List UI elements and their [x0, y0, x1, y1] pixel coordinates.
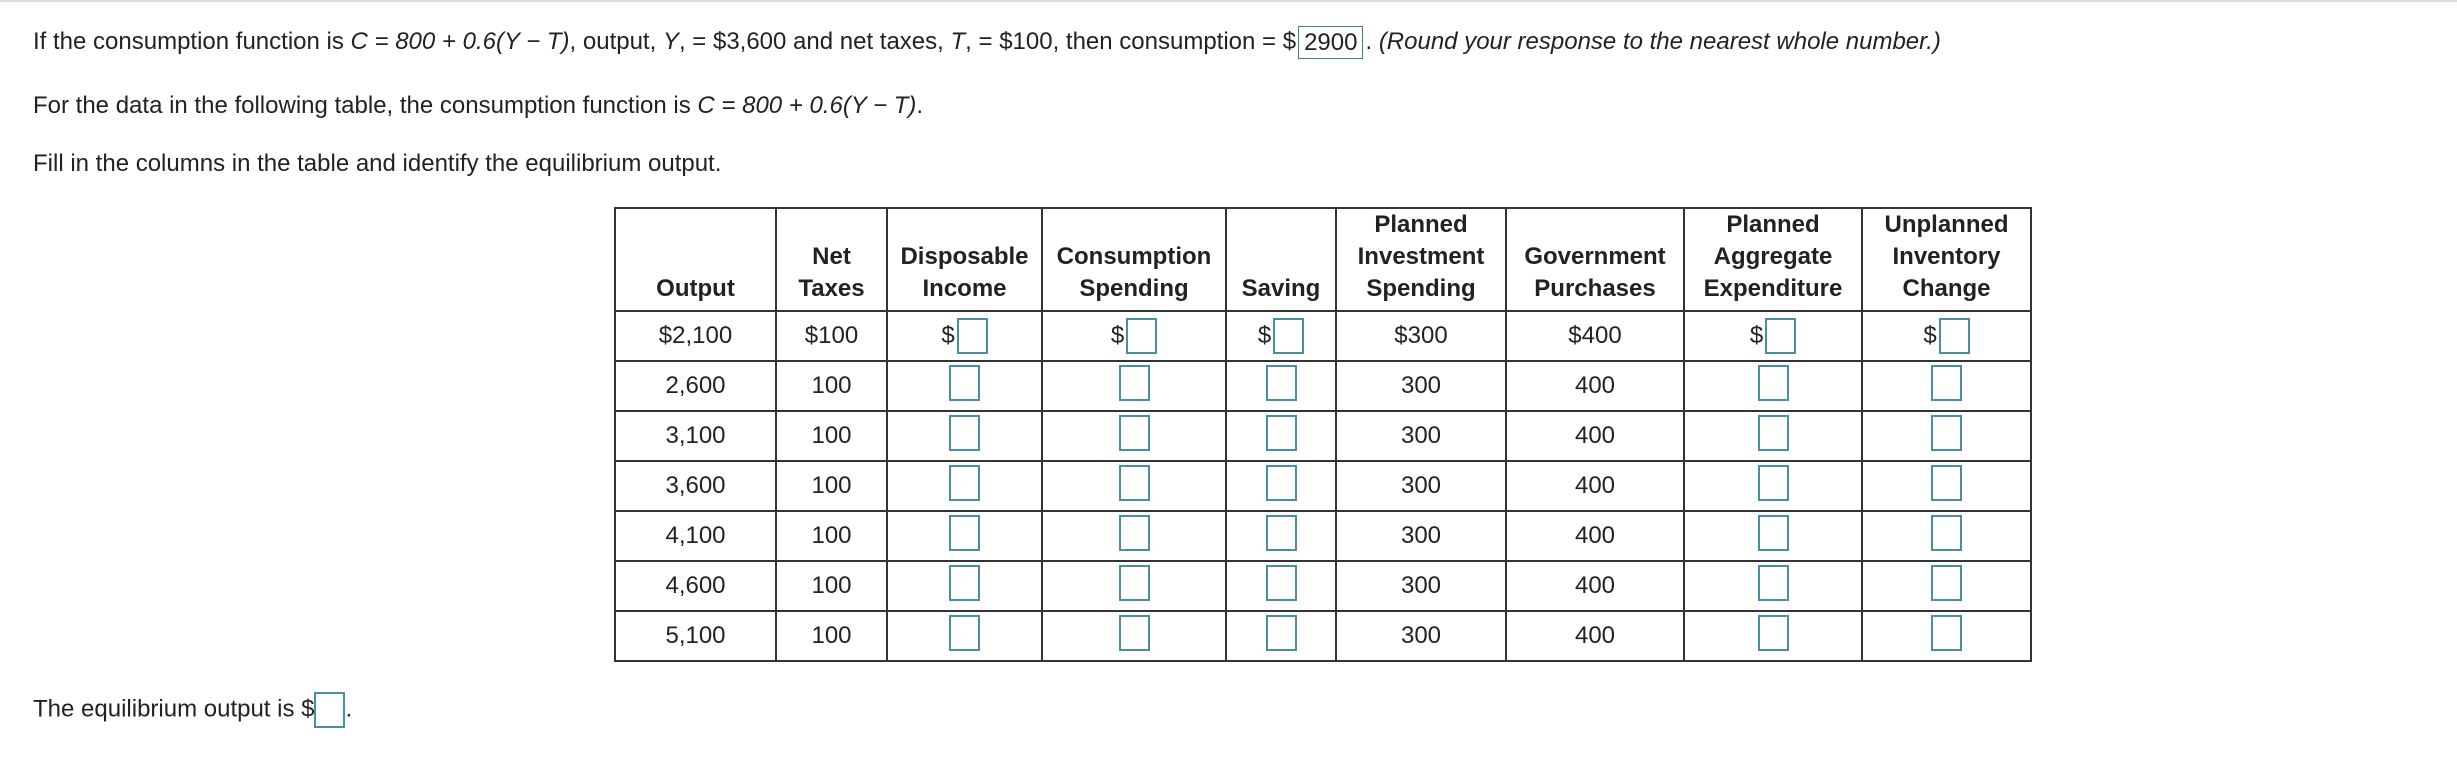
q2-text: .	[916, 92, 924, 119]
cell-output: 4,600	[615, 561, 776, 611]
header-consumption-spending: Consumption Spending	[1042, 208, 1226, 311]
disposable-income-cell	[887, 361, 1042, 411]
unplanned-inventory-change-cell	[1862, 561, 2031, 611]
q1-text: , output,	[569, 27, 663, 55]
cell-government-purchases: 400	[1506, 361, 1684, 411]
header-output: Output	[615, 208, 776, 311]
disposable-income-input[interactable]	[949, 615, 980, 651]
consumption-spending-input[interactable]	[1119, 615, 1150, 651]
planned-aggregate-expenditure-input[interactable]	[1765, 318, 1796, 354]
consumption-spending-input[interactable]	[1119, 515, 1150, 551]
disposable-income-input[interactable]	[949, 565, 980, 601]
top-divider	[0, 0, 2457, 2]
disposable-income-input[interactable]	[957, 318, 988, 354]
saving-cell	[1226, 561, 1336, 611]
disposable-income-cell	[887, 311, 1042, 361]
planned-aggregate-expenditure-input[interactable]	[1758, 465, 1789, 501]
planned-aggregate-expenditure-cell	[1684, 461, 1862, 511]
cell-government-purchases: 400	[1506, 461, 1684, 511]
currency-symbol: $	[1749, 322, 1764, 349]
cell-planned-investment: 300	[1336, 461, 1506, 511]
cell-government-purchases: 400	[1506, 511, 1684, 561]
disposable-income-cell	[887, 461, 1042, 511]
cell-net-taxes: 100	[776, 411, 887, 461]
header-government-purchases: Government Purchases	[1506, 208, 1684, 311]
q2-prefix: For the data in the following table, the consumption function is	[33, 92, 698, 119]
unplanned-inventory-change-input[interactable]	[1931, 565, 1962, 601]
saving-input[interactable]	[1266, 365, 1297, 401]
currency-symbol: $	[1110, 322, 1125, 349]
cell-net-taxes: $100	[776, 311, 887, 361]
cell-planned-investment: 300	[1336, 361, 1506, 411]
header-net-taxes: Net Taxes	[776, 208, 887, 311]
unplanned-inventory-change-cell	[1862, 311, 2031, 361]
table-row	[615, 311, 2031, 361]
planned-aggregate-expenditure-cell	[1684, 311, 1862, 361]
unplanned-inventory-change-input[interactable]	[1939, 318, 1970, 354]
equilibrium-question	[33, 692, 352, 728]
cell-net-taxes: 100	[776, 561, 887, 611]
header-disposable-income: Disposable Income	[887, 208, 1042, 311]
cell-net-taxes: 100	[776, 461, 887, 511]
table-row	[615, 411, 2031, 461]
unplanned-inventory-change-cell	[1862, 511, 2031, 561]
header-unplanned-inventory-change: Unplanned Inventory Change	[1862, 208, 2031, 311]
unplanned-inventory-change-input[interactable]	[1931, 365, 1962, 401]
unplanned-inventory-change-input[interactable]	[1931, 615, 1962, 651]
cell-planned-investment: 300	[1336, 611, 1506, 661]
cell-government-purchases: 400	[1506, 411, 1684, 461]
saving-cell	[1226, 511, 1336, 561]
consumption-spending-cell	[1042, 561, 1226, 611]
consumption-spending-cell	[1042, 511, 1226, 561]
unplanned-inventory-change-cell	[1862, 361, 2031, 411]
unplanned-inventory-change-cell	[1862, 461, 2031, 511]
planned-aggregate-expenditure-input[interactable]	[1758, 565, 1789, 601]
cell-planned-investment: 300	[1336, 561, 1506, 611]
table-row	[615, 611, 2031, 661]
cell-output: $2,100	[615, 311, 776, 361]
consumption-spending-cell	[1042, 611, 1226, 661]
planned-aggregate-expenditure-input[interactable]	[1758, 515, 1789, 551]
disposable-income-cell	[887, 511, 1042, 561]
planned-aggregate-expenditure-cell	[1684, 411, 1862, 461]
cell-output: 4,100	[615, 511, 776, 561]
unplanned-inventory-change-cell	[1862, 411, 2031, 461]
saving-input[interactable]	[1266, 615, 1297, 651]
cell-output: 2,600	[615, 361, 776, 411]
q1-text: , = $100, then consumption = $	[965, 27, 1297, 55]
cell-output: 5,100	[615, 611, 776, 661]
table-row	[615, 511, 2031, 561]
disposable-income-cell	[887, 411, 1042, 461]
table-row	[615, 461, 2031, 511]
consumption-spending-input[interactable]	[1119, 365, 1150, 401]
question-consumption	[33, 26, 1941, 59]
q1-var-y: Y	[662, 27, 679, 55]
consumption-spending-input[interactable]	[1119, 415, 1150, 451]
unplanned-inventory-change-cell	[1862, 611, 2031, 661]
planned-aggregate-expenditure-input[interactable]	[1758, 365, 1789, 401]
q1-prefix: If the consumption function is	[33, 27, 351, 55]
table-header-row	[615, 208, 2031, 311]
consumption-spending-input[interactable]	[1126, 318, 1157, 354]
cell-net-taxes: 100	[776, 611, 887, 661]
planned-aggregate-expenditure-cell	[1684, 611, 1862, 661]
table-row	[615, 361, 2031, 411]
q1-var-t: T	[950, 27, 966, 55]
disposable-income-cell	[887, 561, 1042, 611]
saving-cell	[1226, 411, 1336, 461]
planned-aggregate-expenditure-input[interactable]	[1758, 415, 1789, 451]
header-planned-aggregate-expenditure: Planned Aggregate Expenditure	[1684, 208, 1862, 311]
q2-function: C = 800 + 0.6(Y − T)	[697, 92, 917, 119]
planned-aggregate-expenditure-input[interactable]	[1758, 615, 1789, 651]
planned-aggregate-expenditure-cell	[1684, 511, 1862, 561]
header-planned-investment: Planned Investment Spending	[1336, 208, 1506, 311]
saving-cell	[1226, 611, 1336, 661]
planned-aggregate-expenditure-cell	[1684, 361, 1862, 411]
q1-text: , = $3,600 and net taxes,	[678, 27, 951, 55]
equilibrium-table	[614, 207, 2032, 662]
saving-cell	[1226, 461, 1336, 511]
disposable-income-input[interactable]	[949, 415, 980, 451]
cell-planned-investment: 300	[1336, 411, 1506, 461]
cell-output: 3,600	[615, 461, 776, 511]
saving-cell	[1226, 361, 1336, 411]
cell-planned-investment: 300	[1336, 511, 1506, 561]
saving-cell	[1226, 311, 1336, 361]
consumption-answer-field[interactable]: 2900	[1298, 26, 1363, 59]
currency-symbol: $	[941, 322, 955, 349]
cell-net-taxes: 100	[776, 361, 887, 411]
consumption-spending-cell	[1042, 411, 1226, 461]
saving-input[interactable]	[1273, 318, 1304, 354]
table-row	[615, 561, 2031, 611]
q4-prefix: The equilibrium output is $	[33, 695, 315, 723]
saving-input[interactable]	[1266, 565, 1297, 601]
q1-function: C = 800 + 0.6(Y − T)	[350, 27, 570, 55]
disposable-income-input[interactable]	[949, 465, 980, 501]
consumption-spending-cell	[1042, 461, 1226, 511]
disposable-income-input[interactable]	[949, 365, 980, 401]
saving-input[interactable]	[1266, 415, 1297, 451]
saving-input[interactable]	[1266, 515, 1297, 551]
question-table-intro	[33, 92, 923, 120]
q4-text: .	[345, 695, 353, 723]
consumption-spending-cell	[1042, 361, 1226, 411]
disposable-income-cell	[887, 611, 1042, 661]
consumption-spending-cell	[1042, 311, 1226, 361]
cell-government-purchases: 400	[1506, 561, 1684, 611]
planned-aggregate-expenditure-cell	[1684, 561, 1862, 611]
header-saving: Saving	[1226, 208, 1336, 311]
unplanned-inventory-change-input[interactable]	[1931, 465, 1962, 501]
currency-symbol: $	[1257, 322, 1272, 349]
rounding-hint: (Round your response to the nearest whole number.)	[1378, 27, 1941, 55]
cell-government-purchases: 400	[1506, 611, 1684, 661]
cell-net-taxes: 100	[776, 511, 887, 561]
unplanned-inventory-change-input[interactable]	[1931, 415, 1962, 451]
unplanned-inventory-change-input[interactable]	[1931, 515, 1962, 551]
cell-planned-investment: $300	[1336, 311, 1506, 361]
cell-output: 3,100	[615, 411, 776, 461]
currency-symbol: $	[1923, 322, 1937, 349]
equilibrium-output-input[interactable]	[314, 692, 345, 728]
q1-text: .	[1365, 27, 1379, 55]
saving-input[interactable]	[1266, 465, 1297, 501]
consumption-spending-input[interactable]	[1119, 465, 1150, 501]
cell-government-purchases: $400	[1506, 311, 1684, 361]
instruction-text: Fill in the columns in the table and identify the equilibrium output.	[33, 150, 722, 177]
consumption-spending-input[interactable]	[1119, 565, 1150, 601]
disposable-income-input[interactable]	[949, 515, 980, 551]
